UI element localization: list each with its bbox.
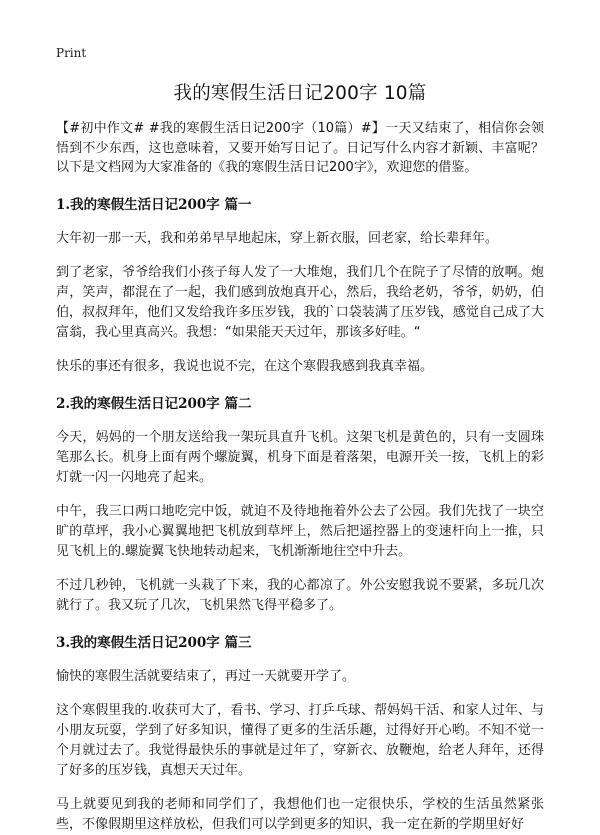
document-title: 我的寒假生活日记200字 10篇 (173, 83, 427, 104)
section-paragraph: 不过几秒钟，飞机就一头栽了下来，我的心都凉了。外公安慰我说不要紧，多玩几次就行了。我又玩了几次，飞机果然飞得平稳多了。 (56, 577, 544, 613)
section-paragraph: 中午，我三口两口地吃完中饭，就迫不及待地拖着外公去了公园。我们先找了一块空旷的草坪，我小心翼翼地把飞机放到草坪上，然后把遥控器上的变速杆向上一推，只见飞机上的.螺旋翼飞快地转动起来，飞机渐渐地往空中升去。 (56, 503, 544, 559)
section-2 (56, 394, 544, 616)
intro-paragraph: 【#初中作文# #我的寒假生活日记200字（10篇）#】一天又结束了，相信你会领悟到不少东西，这也意味着，又要开始写日记了。日记写什么内容才新颖、丰富呢？以下是文档网为大家准备的《我的寒假生活日记200字》，欢迎您的借鉴。 (56, 121, 544, 175)
section-paragraph: 马上就要见到我的老师和同学们了，我想他们也一定很快乐，学校的生活虽然紧张些，不像假期里这样放松，但我们可以学到更多的知识，我一定在新的学期里好好 (56, 796, 544, 832)
section-heading: 2.我的寒假生活日记200字 篇二 (56, 395, 252, 412)
section-paragraph: 今天，妈妈的一个朋友送给我一架玩具直升飞机。这架飞机是黄色的，只有一支圆珠笔那么长。机身上面有两个螺旋翼，机身下面是着落架，电源开关一按，飞机上的彩灯就一闪一闪地亮了起来。 (56, 429, 544, 485)
section-paragraph: 愉快的寒假生活就要结束了，再过一天就要开学了。 (56, 668, 356, 684)
section-paragraph: 这个寒假里我的.收获可大了，看书、学习、打乒乓球、帮妈妈干活、和家人过年、与小朋友玩耍，学到了好多知识，懂得了更多的生活乐趣，过得好开心哟。不知不觉一个月就过去了。我觉得最快乐的事就是过年了，穿新衣、放鞭炮，给老人拜年，还得了好多的压岁钱，真想天天过年。 (56, 702, 544, 778)
section-paragraph: 快乐的事还有很多，我说也说不完，在这个寒假我感到我真幸福。 (56, 358, 434, 374)
section-paragraph: 大年初一那一天，我和弟弟早早地起床，穿上新衣服，回老家，给长辈拜年。 (56, 230, 499, 246)
print-label: Print (56, 46, 87, 60)
section-1 (56, 195, 544, 377)
section-heading: 1.我的寒假生活日记200字 篇一 (56, 196, 252, 213)
section-3 (56, 633, 544, 835)
section-paragraph: 到了老家，爷爷给我们小孩子每人发了一大堆炮，我们几个在院子了尽情的放啊。炮声，笑声，都混在了一起，我们感到放炮真开心，然后，我给老奶，爷爷，奶奶，伯伯，叔叔拜年，他们又发给我许多压岁钱，我的`口袋装满了压岁钱，感觉自己成了大富翁，我心里真高兴。我想：“如果能天天过年，那该多好哇。“ (56, 264, 544, 340)
section-heading: 3.我的寒假生活日记200字 篇三 (56, 634, 252, 651)
